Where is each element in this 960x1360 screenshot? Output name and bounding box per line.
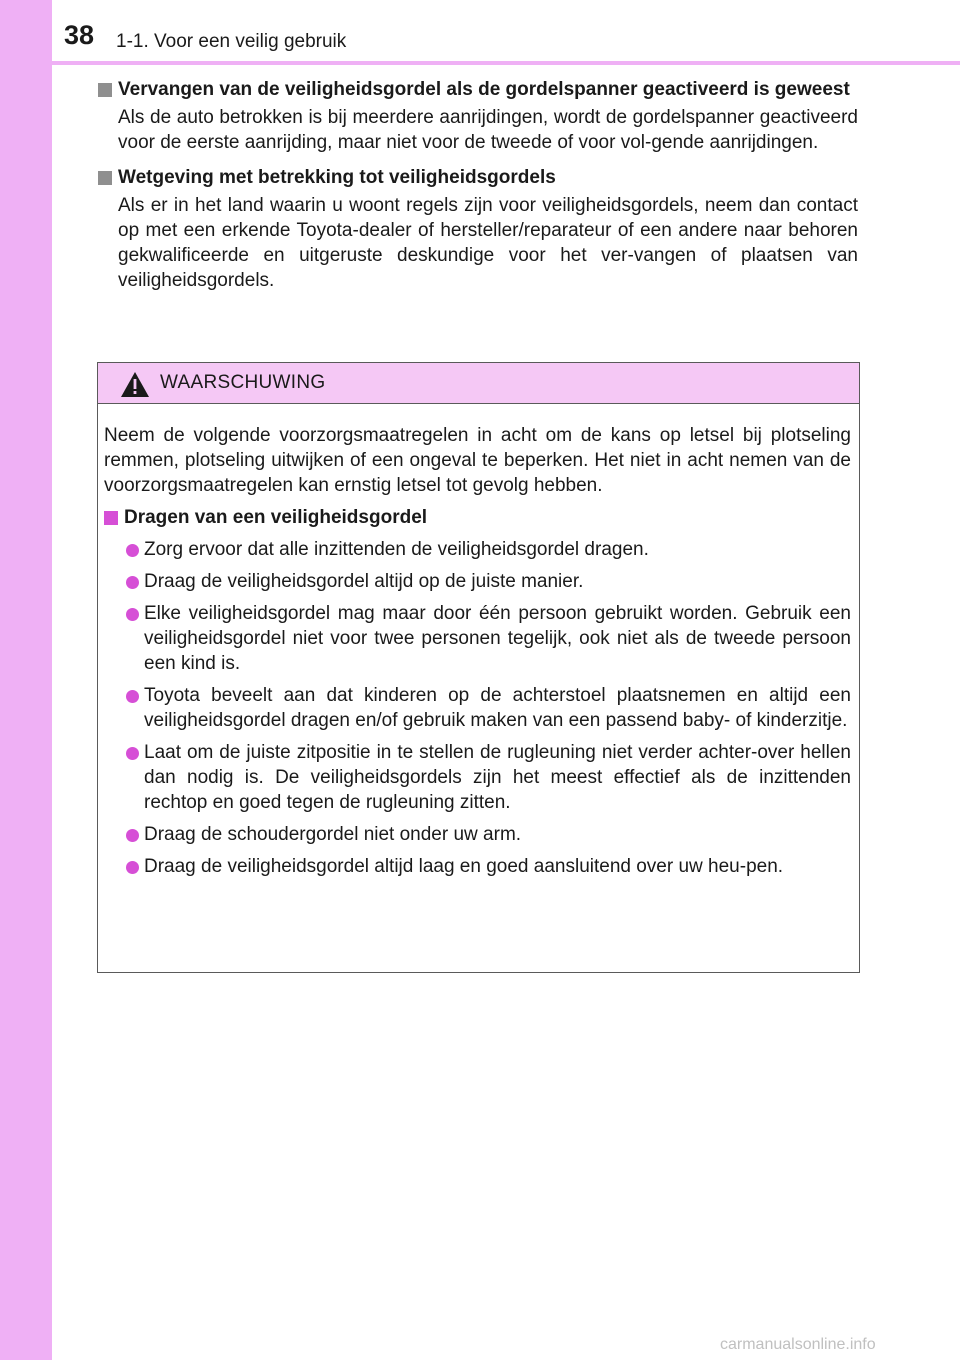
warning-header xyxy=(98,363,859,404)
header-divider xyxy=(52,61,960,65)
warning-subheading xyxy=(104,505,851,530)
list-item xyxy=(104,601,851,676)
list-item-text: Laat om de juiste zitpositie in te stellen de rugleuning niet verder achter-over hellen dan nodig is. De veiligheidsgordels zijn het meest effectief als de inzittenden rechtop en goed tegen de rugleuning zitten. xyxy=(144,742,851,813)
section-replacement xyxy=(98,77,858,155)
list-item-text: Zorg ervoor dat alle inzittenden de veiligheidsgordel dragen. xyxy=(144,539,649,560)
section-heading-text: Wetgeving met betrekking tot veiligheidsgordels xyxy=(118,167,556,188)
watermark: carmanualsonline.info xyxy=(720,1336,876,1353)
warning-triangle-icon xyxy=(120,371,150,398)
list-item xyxy=(104,740,851,815)
list-item xyxy=(104,854,851,879)
list-item-text: Toyota beveelt aan dat kinderen op de achterstoel plaatsnemen en altijd een veiligheidsgordel dragen en/of gebruik maken van een passend baby- of kinderzitje. xyxy=(144,685,851,731)
bullet-dot-icon xyxy=(126,747,139,760)
section-body: Als de auto betrokken is bij meerdere aanrijdingen, wordt de gordelspanner geactiveerd voor de eerste aanrijding, maar niet voor de tweede of voor vol-gende aanrijdingen. xyxy=(118,107,858,153)
warning-box xyxy=(97,362,860,973)
list-item xyxy=(104,683,851,733)
warning-title: WAARSCHUWING xyxy=(160,372,326,393)
section-body: Als er in het land waarin u woont regels zijn voor veiligheidsgordels, neem dan contact op met een erkende Toyota-dealer of hersteller/reparateur of een andere naar behoren gekwalificeerde en uitgeruste deskundige voor het ver-vangen of plaatsen van veiligheidsgordels. xyxy=(118,195,858,291)
square-bullet-icon xyxy=(98,171,112,185)
list-item-text: Elke veiligheidsgordel mag maar door één persoon gebruikt worden. Gebruik een veiligheidsgordel niet voor twee personen tegelijk, ook niet als de tweede persoon een kind is. xyxy=(144,603,851,674)
bullet-dot-icon xyxy=(126,829,139,842)
square-bullet-icon xyxy=(104,511,118,525)
section-heading-text: Vervangen van de veiligheidsgordel als de gordelspanner geactiveerd is geweest xyxy=(118,79,850,100)
main-content xyxy=(98,77,858,293)
section-heading xyxy=(98,77,858,102)
page-number: 38 xyxy=(64,20,95,50)
section-legislation xyxy=(98,165,858,293)
list-item xyxy=(104,537,851,562)
bullet-dot-icon xyxy=(126,690,139,703)
list-item xyxy=(104,822,851,847)
side-color-strip xyxy=(0,0,52,1360)
bullet-dot-icon xyxy=(126,576,139,589)
running-header: 1-1. Voor een veilig gebruik xyxy=(116,31,347,52)
warning-bullet-list xyxy=(104,537,851,879)
list-item xyxy=(104,569,851,594)
bullet-dot-icon xyxy=(126,544,139,557)
list-item-text: Draag de veiligheidsgordel altijd op de juiste manier. xyxy=(144,571,584,592)
list-item-text: Draag de veiligheidsgordel altijd laag en goed aansluitend over uw heu-pen. xyxy=(144,856,784,877)
bullet-dot-icon xyxy=(126,608,139,621)
warning-body xyxy=(98,404,859,879)
warning-subheading-text: Dragen van een veiligheidsgordel xyxy=(124,507,428,528)
section-heading xyxy=(98,165,858,190)
bullet-dot-icon xyxy=(126,861,139,874)
list-item-text: Draag de schoudergordel niet onder uw arm. xyxy=(144,824,522,845)
square-bullet-icon xyxy=(98,83,112,97)
warning-intro: Neem de volgende voorzorgsmaatregelen in acht om de kans op letsel bij plotseling remmen, plotseling uitwijken of een ongeval te beperken. Het niet in acht nemen van de voorzorgsmaatregelen kan ernstig letsel tot gevolg hebben. xyxy=(104,425,851,496)
